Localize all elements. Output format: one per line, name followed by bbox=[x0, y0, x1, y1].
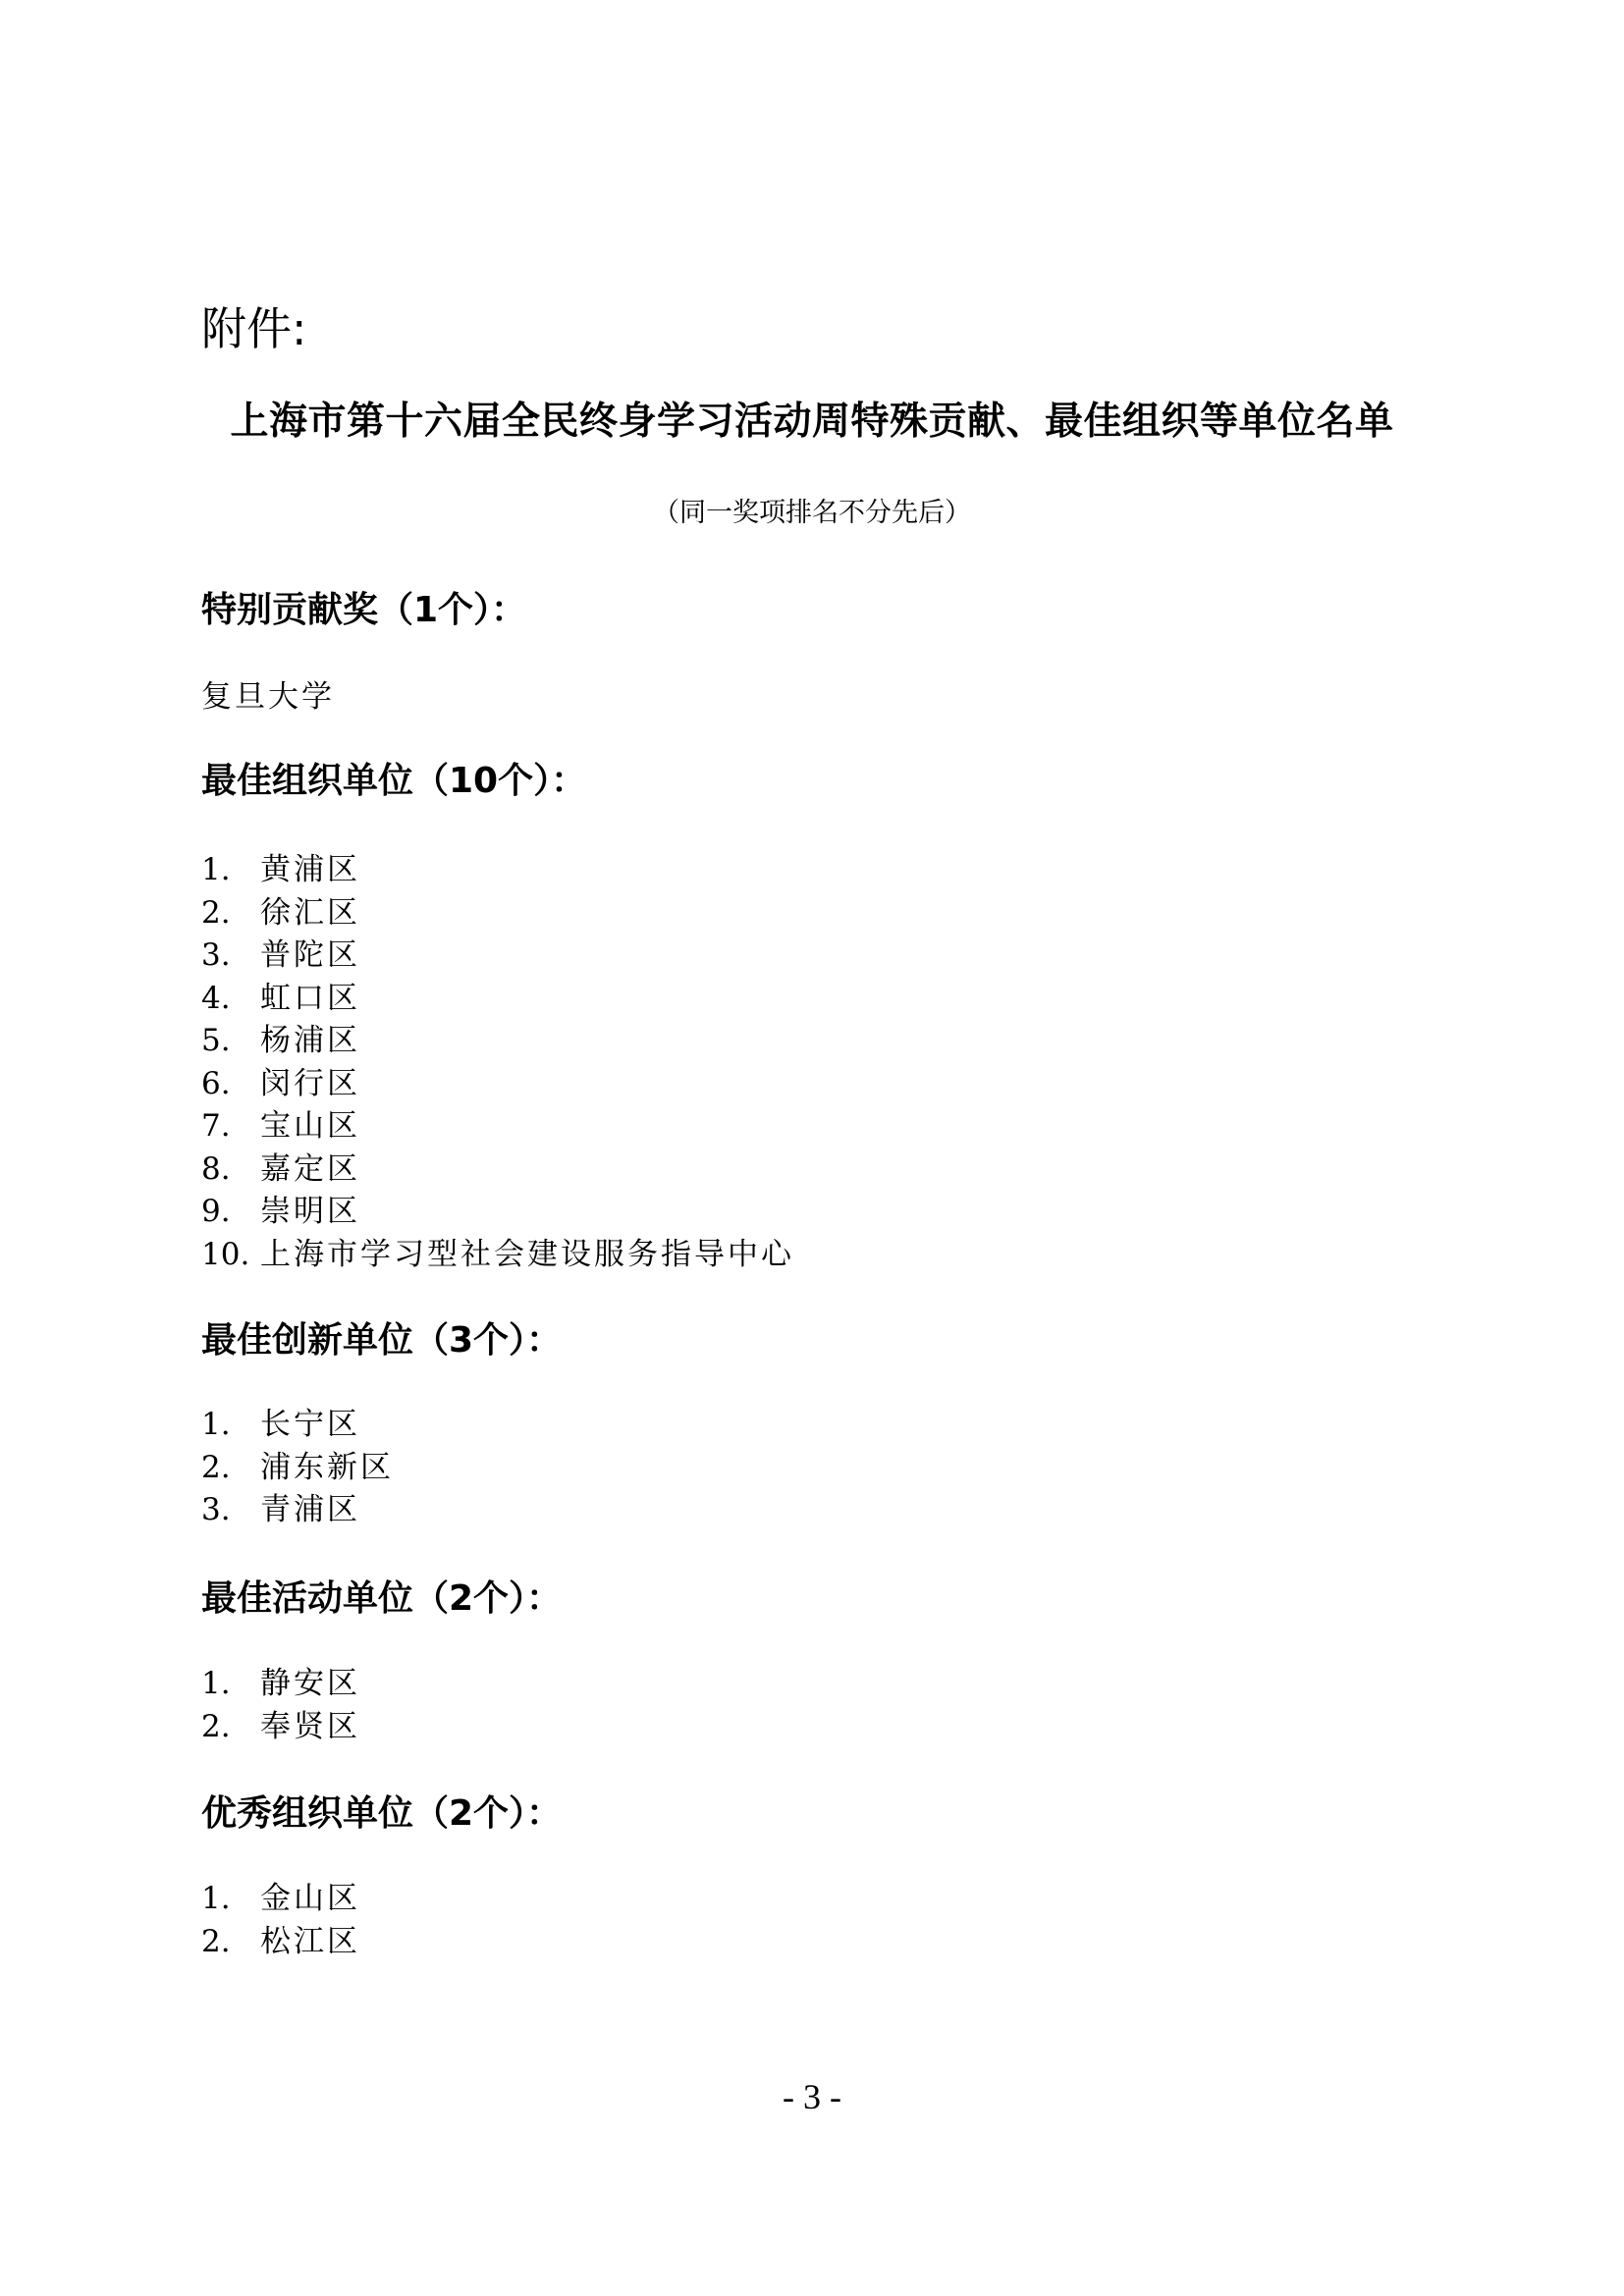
item-number: 1. bbox=[201, 1666, 231, 1701]
list-item bbox=[201, 892, 794, 935]
attachment-label: 附件: bbox=[201, 302, 307, 355]
item-number: 3. bbox=[201, 937, 231, 973]
item-number: 2. bbox=[201, 894, 231, 931]
page-number: - 3 - bbox=[783, 2077, 841, 2116]
excellent-organization-list bbox=[201, 1878, 360, 1963]
list-item bbox=[201, 1706, 360, 1749]
special-contribution-item: 复旦大学 bbox=[201, 679, 335, 715]
item-name: 长宁区 bbox=[260, 1407, 360, 1442]
list-item bbox=[201, 978, 794, 1021]
item-number: 3. bbox=[201, 1492, 231, 1527]
list-item bbox=[201, 1921, 360, 1964]
item-name: 奉贤区 bbox=[260, 1708, 360, 1744]
list-item bbox=[201, 1404, 394, 1447]
item-number: 6. bbox=[201, 1065, 231, 1101]
item-name: 金山区 bbox=[260, 1881, 360, 1916]
item-number: 10. bbox=[201, 1236, 250, 1272]
section-heading-best-innovation: 最佳创新单位（3个）： bbox=[201, 1320, 563, 1361]
list-item bbox=[201, 849, 794, 892]
item-number: 1. bbox=[201, 852, 231, 887]
item-number: 2. bbox=[201, 1923, 231, 1959]
item-name: 宝山区 bbox=[260, 1108, 360, 1144]
item-name: 虹口区 bbox=[260, 980, 360, 1016]
item-number: 1. bbox=[201, 1881, 231, 1916]
item-number: 2. bbox=[201, 1449, 231, 1485]
item-number: 4. bbox=[201, 980, 231, 1016]
item-name: 闵行区 bbox=[260, 1065, 360, 1101]
list-item bbox=[201, 1105, 794, 1148]
list-item bbox=[201, 1878, 360, 1921]
list-item bbox=[201, 1148, 794, 1192]
section-heading-best-organization: 最佳组织单位（10个）： bbox=[201, 761, 587, 801]
item-name: 徐汇区 bbox=[260, 894, 360, 931]
item-name: 黄浦区 bbox=[260, 852, 360, 887]
list-item bbox=[201, 1020, 794, 1063]
item-name: 青浦区 bbox=[260, 1492, 360, 1527]
item-number: 7. bbox=[201, 1108, 231, 1144]
list-item bbox=[201, 1489, 394, 1532]
item-name: 静安区 bbox=[260, 1666, 360, 1701]
list-item bbox=[201, 1063, 794, 1106]
section-heading-best-activity: 最佳活动单位（2个）： bbox=[201, 1578, 563, 1619]
best-activity-list bbox=[201, 1663, 360, 1748]
document-title: 上海市第十六届全民终身学习活动周特殊贡献、最佳组织等单位名单 bbox=[230, 400, 1394, 444]
item-name: 上海市学习型社会建设服务指导中心 bbox=[260, 1236, 794, 1272]
list-item bbox=[201, 1663, 360, 1706]
best-organization-list bbox=[201, 849, 794, 1276]
list-item bbox=[201, 934, 794, 978]
item-number: 1. bbox=[201, 1407, 231, 1442]
item-name: 浦东新区 bbox=[260, 1449, 394, 1485]
item-name: 杨浦区 bbox=[260, 1023, 360, 1058]
item-name: 松江区 bbox=[260, 1923, 360, 1959]
list-item bbox=[201, 1447, 394, 1490]
list-item bbox=[201, 1191, 794, 1234]
best-innovation-list bbox=[201, 1404, 394, 1532]
item-number: 2. bbox=[201, 1708, 231, 1744]
section-heading-excellent-organization: 优秀组织单位（2个）： bbox=[201, 1793, 563, 1834]
item-name: 普陀区 bbox=[260, 937, 360, 973]
item-number: 9. bbox=[201, 1194, 231, 1229]
item-name: 崇明区 bbox=[260, 1194, 360, 1229]
item-number: 8. bbox=[201, 1150, 231, 1187]
list-item bbox=[201, 1234, 794, 1277]
item-name: 嘉定区 bbox=[260, 1150, 360, 1187]
section-heading-special-contribution: 特别贡献奖（1个）： bbox=[201, 590, 527, 630]
item-number: 5. bbox=[201, 1023, 231, 1058]
ranking-note: （同一奖项排名不分先后） bbox=[653, 498, 971, 528]
